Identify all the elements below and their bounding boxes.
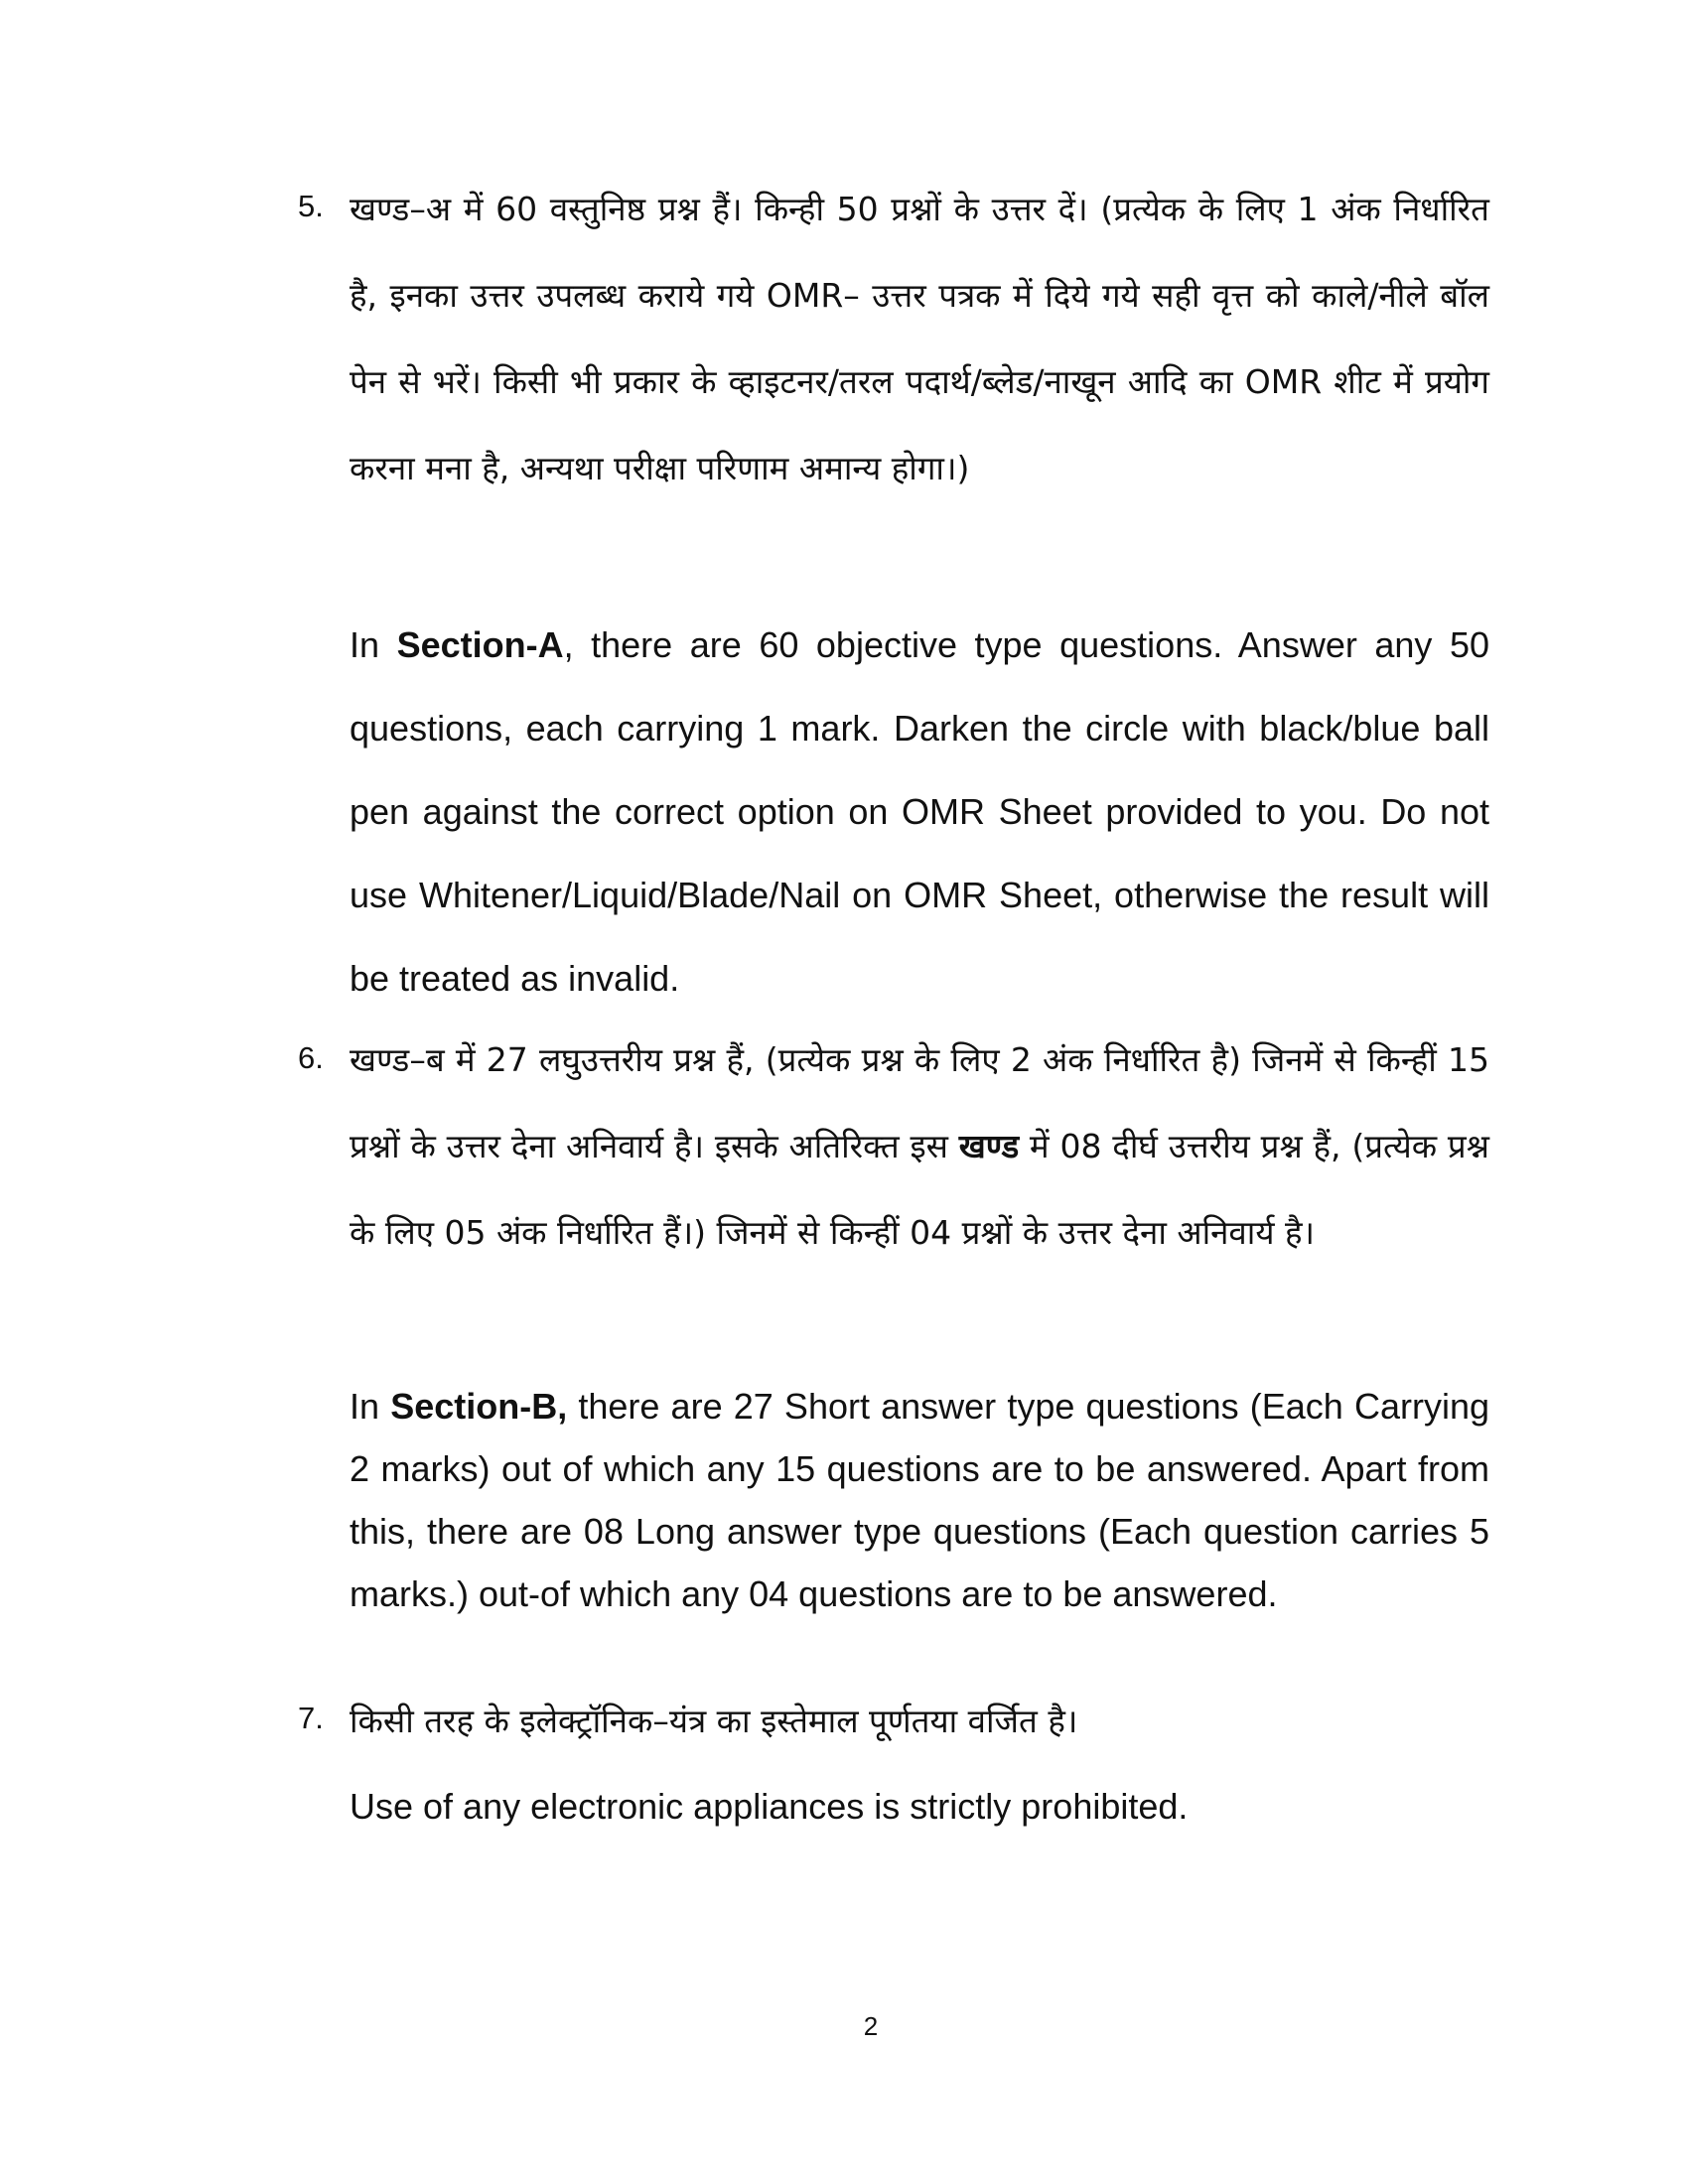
khand-bold: खण्ड	[958, 1127, 1020, 1165]
item-number: 5.	[298, 189, 324, 223]
instruction-hindi	[350, 1017, 1489, 1276]
page-number: 2	[863, 2011, 879, 2041]
instruction-english	[350, 604, 1489, 1021]
instruction-english	[350, 1375, 1489, 1625]
section-b-label: Section-B,	[390, 1386, 568, 1427]
instruction-hindi: खण्ड–अ में 60 वस्तुनिष्ठ प्रश्न हैं। किन्ही 50 प्रश्नों के उत्तर दें। (प्रत्येक के लिए 1 अंक निर्धारित है, इनका उत्तर उपलब्ध कराये गये OMR– उत्तर पत्रक में दिये गये सही वृत्त को काले/नीले बॉल पेन से भरें। किसी भी प्रकार के व्हाइटनर/तरल पदार्थ/ब्लेड/नाखून आदि का OMR शीट में प्रयोग करना मना है, अन्यथा परीक्षा परिणाम अमान्य होगा।)	[350, 190, 1489, 487]
english-body: there are 27 Short answer type questions (Each Carrying 2 marks) out of which any 15 questions are to be answered. Apart from this, there are 08 Long answer type questions (Each question carries 5 marks.) out-of which any 04 questions are to be answered.	[350, 1386, 1489, 1614]
item-number: 7.	[298, 1701, 324, 1735]
instruction-hindi: किसी तरह के इलेक्ट्रॉनिक–यंत्र का इस्तेमाल पूर्णतया वर्जित है।	[350, 1702, 1078, 1740]
section-a-label: Section-A	[396, 624, 564, 665]
english-body: , there are 60 objective type questions. Answer any 50 questions, each carrying 1 mark. Darken the circle with black/blue ball pen against the correct option on OMR Sheet provided to you. Do not use Whitener/Liquid/Blade/Nail on OMR Sheet, otherwise the result will be treated as invalid.	[350, 624, 1490, 999]
instruction-english: Use of any electronic appliances is strictly prohibited.	[350, 1786, 1189, 1827]
english-prefix: In	[350, 1386, 391, 1427]
hindi-part-1: खण्ड–ब में 27 लघुउत्तरीय प्रश्न हैं, (प्रत्येक प्रश्न के लिए 2 अंक निर्धारित है) जिनमें से किन्हीं 15 प्रश्नों के उत्तर देना अनिवार्य है। इसके अतिरिक्त इस	[350, 1040, 1489, 1165]
hindi-part-2: में 08 दीर्घ उत्तरीय प्रश्न हैं, (प्रत्येक प्रश्न के लिए 05 अंक निर्धारित हैं।) जिनमें से किन्हीं 04 प्रश्नों के उत्तर देना अनिवार्य है।	[350, 1127, 1489, 1252]
item-number: 6.	[298, 1040, 324, 1075]
english-prefix: In	[350, 624, 397, 665]
